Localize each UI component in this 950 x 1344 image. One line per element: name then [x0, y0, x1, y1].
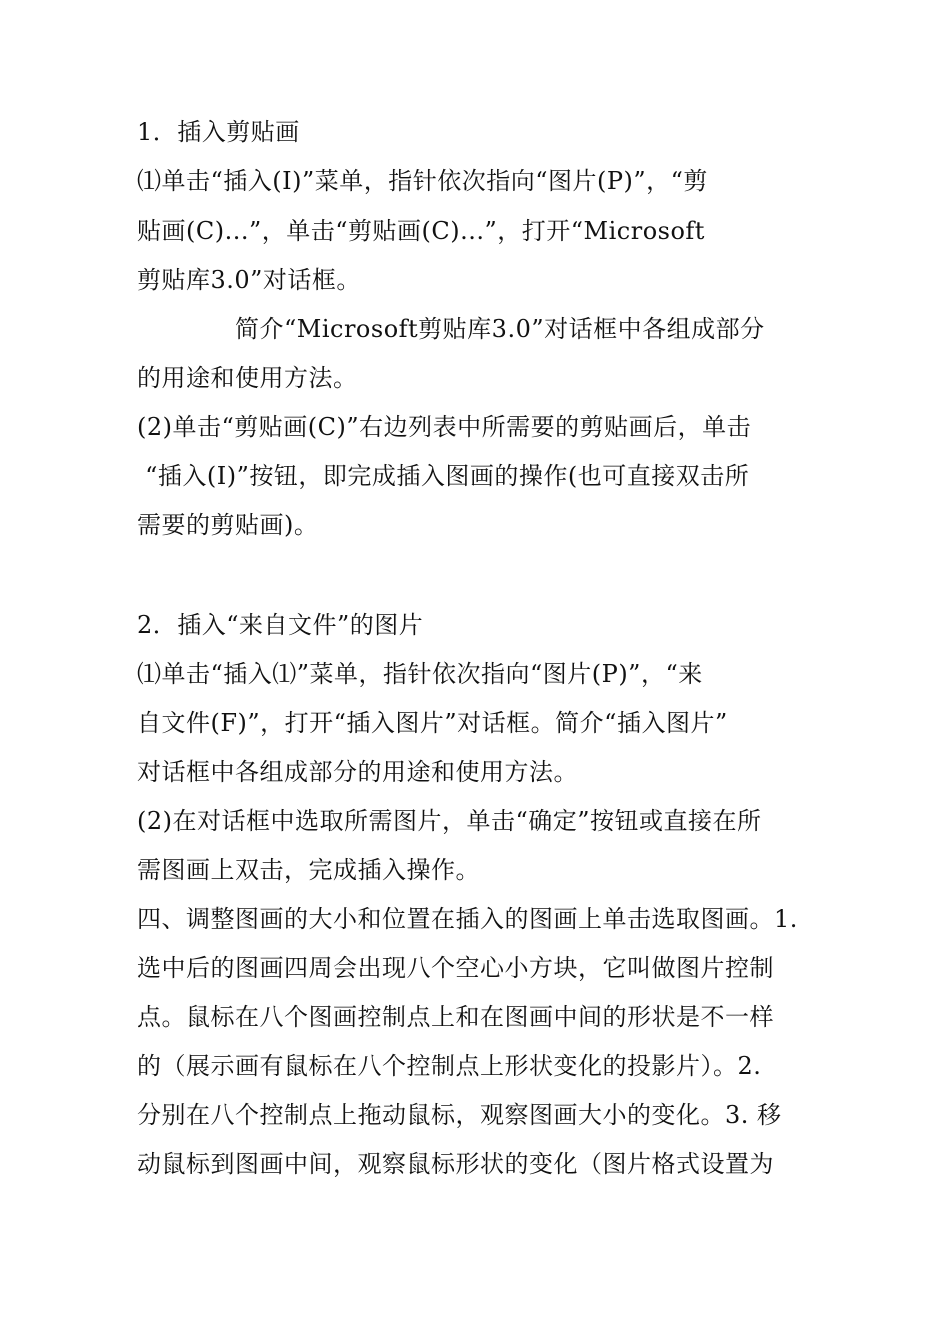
paragraph-line: (2)单击“剪贴画(C)”右边列表中所需要的剪贴画后，单击 — [137, 413, 752, 441]
paragraph-line: 分别在八个控制点上拖动鼠标，观察图画大小的变化。3. 移 — [137, 1101, 782, 1129]
paragraph-line: 的（展示画有鼠标在八个控制点上形状变化的投影片）。2. — [137, 1052, 762, 1080]
paragraph-line: 四、调整图画的大小和位置在插入的图画上单击选取图画。1. — [137, 905, 798, 933]
paragraph-line: 选中后的图画四周会出现八个空心小方块，它叫做图片控制 — [137, 954, 774, 982]
paragraph-line: “插入(I)”按钮，即完成插入图画的操作(也可直接双击所 — [137, 462, 750, 490]
paragraph-line: 剪贴库3.0”对话框。 — [137, 266, 361, 294]
paragraph-line: 动鼠标到图画中间，观察鼠标形状的变化（图片格式设置为 — [137, 1150, 774, 1178]
paragraph-line: 点。鼠标在八个图画控制点上和在图画中间的形状是不一样 — [137, 1003, 774, 1031]
paragraph-line: 的用途和使用方法。 — [137, 364, 358, 392]
paragraph-line: 需图画上双击，完成插入操作。 — [137, 856, 480, 884]
paragraph-line: 自文件(F)”，打开“插入图片”对话框。简介“插入图片” — [137, 709, 728, 737]
paragraph-line: ⑴单击“插入⑴”菜单，指针依次指向“图片(P)”，“来 — [137, 660, 703, 688]
paragraph-line: (2)在对话框中选取所需图片，单击“确定”按钮或直接在所 — [137, 807, 762, 835]
paragraph-line: 贴画(C)...”，单击“剪贴画(C)...”，打开“Microsoft — [137, 217, 705, 245]
paragraph-line: 对话框中各组成部分的用途和使用方法。 — [137, 758, 578, 786]
section-2-heading: 2．插入“来自文件”的图片 — [137, 611, 424, 639]
section-1-heading: 1．插入剪贴画 — [137, 118, 300, 146]
paragraph-line: 简介“Microsoft剪贴库3.0”对话框中各组成部分 — [137, 315, 765, 343]
paragraph-line: 需要的剪贴画)。 — [137, 511, 319, 539]
paragraph-line: ⑴单击“插入(I)”菜单，指针依次指向“图片(P)”，“剪 — [137, 167, 708, 195]
